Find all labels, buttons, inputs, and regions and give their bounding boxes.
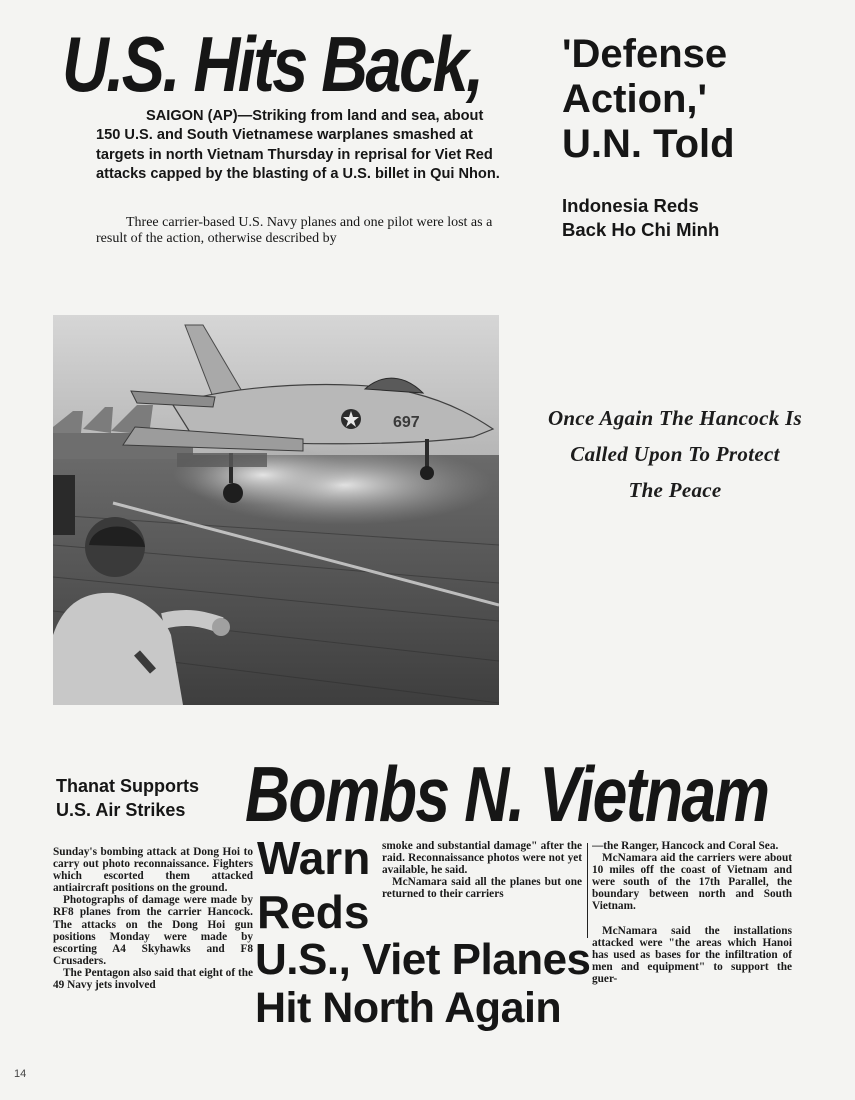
subheadline-line: Indonesia Reds — [562, 195, 699, 216]
photo-caption — [510, 400, 840, 510]
headline-line: Thanat Supports — [56, 776, 199, 796]
column-paragraph: —the Ranger, Hancock and Coral Sea. — [592, 840, 779, 852]
carrier-jet-photo — [53, 315, 499, 705]
headline-line: U.N. Told — [562, 122, 735, 166]
article-column-c — [592, 840, 792, 1010]
column-paragraph: McNamara said all the planes but one returned to their carriers — [382, 876, 582, 901]
headline-us-viet-planes: U.S., Viet Planes — [255, 935, 591, 984]
headline-line: Action,' — [562, 77, 708, 121]
caption-line: Once Again The Hancock Is — [547, 406, 803, 430]
aircraft-number: 697 — [393, 414, 420, 431]
column-paragraph: smoke and substantial damage" after the raid. Reconnaissance photos were not yet available, he said. — [382, 840, 582, 877]
column-paragraph: McNamara aid the carriers were about 10 miles off the coast of Vietnam and were south of the 17th Parallel, the boundary between north and South Vietnam. — [592, 852, 792, 913]
column-paragraph: McNamara said the installations attacked were "the areas which Hanoi has used as bases for the infiltration of men and equipment" to support the guer- — [592, 924, 792, 985]
lead-paragraph: SAIGON (AP)—Striking from land and sea, about 150 U.S. and South Vietnamese warplanes smashed at targets in north Vietnam Thursday in reprisal for Viet Red attacks capped by the blasting of a U.S. billet in Qui Nhon. — [96, 108, 500, 183]
column-paragraph: Sunday's bombing attack at Dong Hoi to carry out photo reconnaissance. Fighters which escorted them attacked antiaircraft positions on the ground. — [53, 846, 253, 895]
subheadline-line: Back Ho Chi Minh — [562, 219, 720, 240]
article-column-b — [382, 840, 582, 930]
headline-bombs-n-vietnam: Bombs N. Vietnam — [245, 750, 769, 838]
headline-thanat — [56, 774, 241, 826]
article-column-a — [53, 846, 253, 1014]
headline-defense-action — [562, 32, 802, 192]
caption-line: Called Upon To Protect — [570, 442, 780, 466]
column-divider — [587, 843, 588, 938]
headline-hit-north-again: Hit North Again — [255, 984, 562, 1032]
headline-line: 'Defense — [562, 32, 728, 76]
body-paragraph: Three carrier-based U.S. Navy planes and one pilot were lost as a result of the action, otherwise described by — [96, 215, 493, 246]
headline-line: U.S. Air Strikes — [56, 800, 186, 820]
column-paragraph: Photographs of damage were made by RF8 planes from the carrier Hancock. The attacks on the Dong Hoi gun positions Monday were made by escorting A4 Skyhawks and F8 Crusaders. — [53, 894, 253, 967]
column-paragraph: The Pentagon also said that eight of the 49 Navy jets involved — [53, 966, 253, 992]
caption-line: The Peace — [628, 478, 722, 502]
subheadline-indonesia — [562, 194, 802, 248]
headline-warn: Warn — [257, 832, 371, 884]
headline-reds: Reds — [257, 886, 370, 938]
headline-us-hits-back: U.S. Hits Back, — [62, 20, 482, 108]
page-number: 14 — [14, 1068, 27, 1080]
